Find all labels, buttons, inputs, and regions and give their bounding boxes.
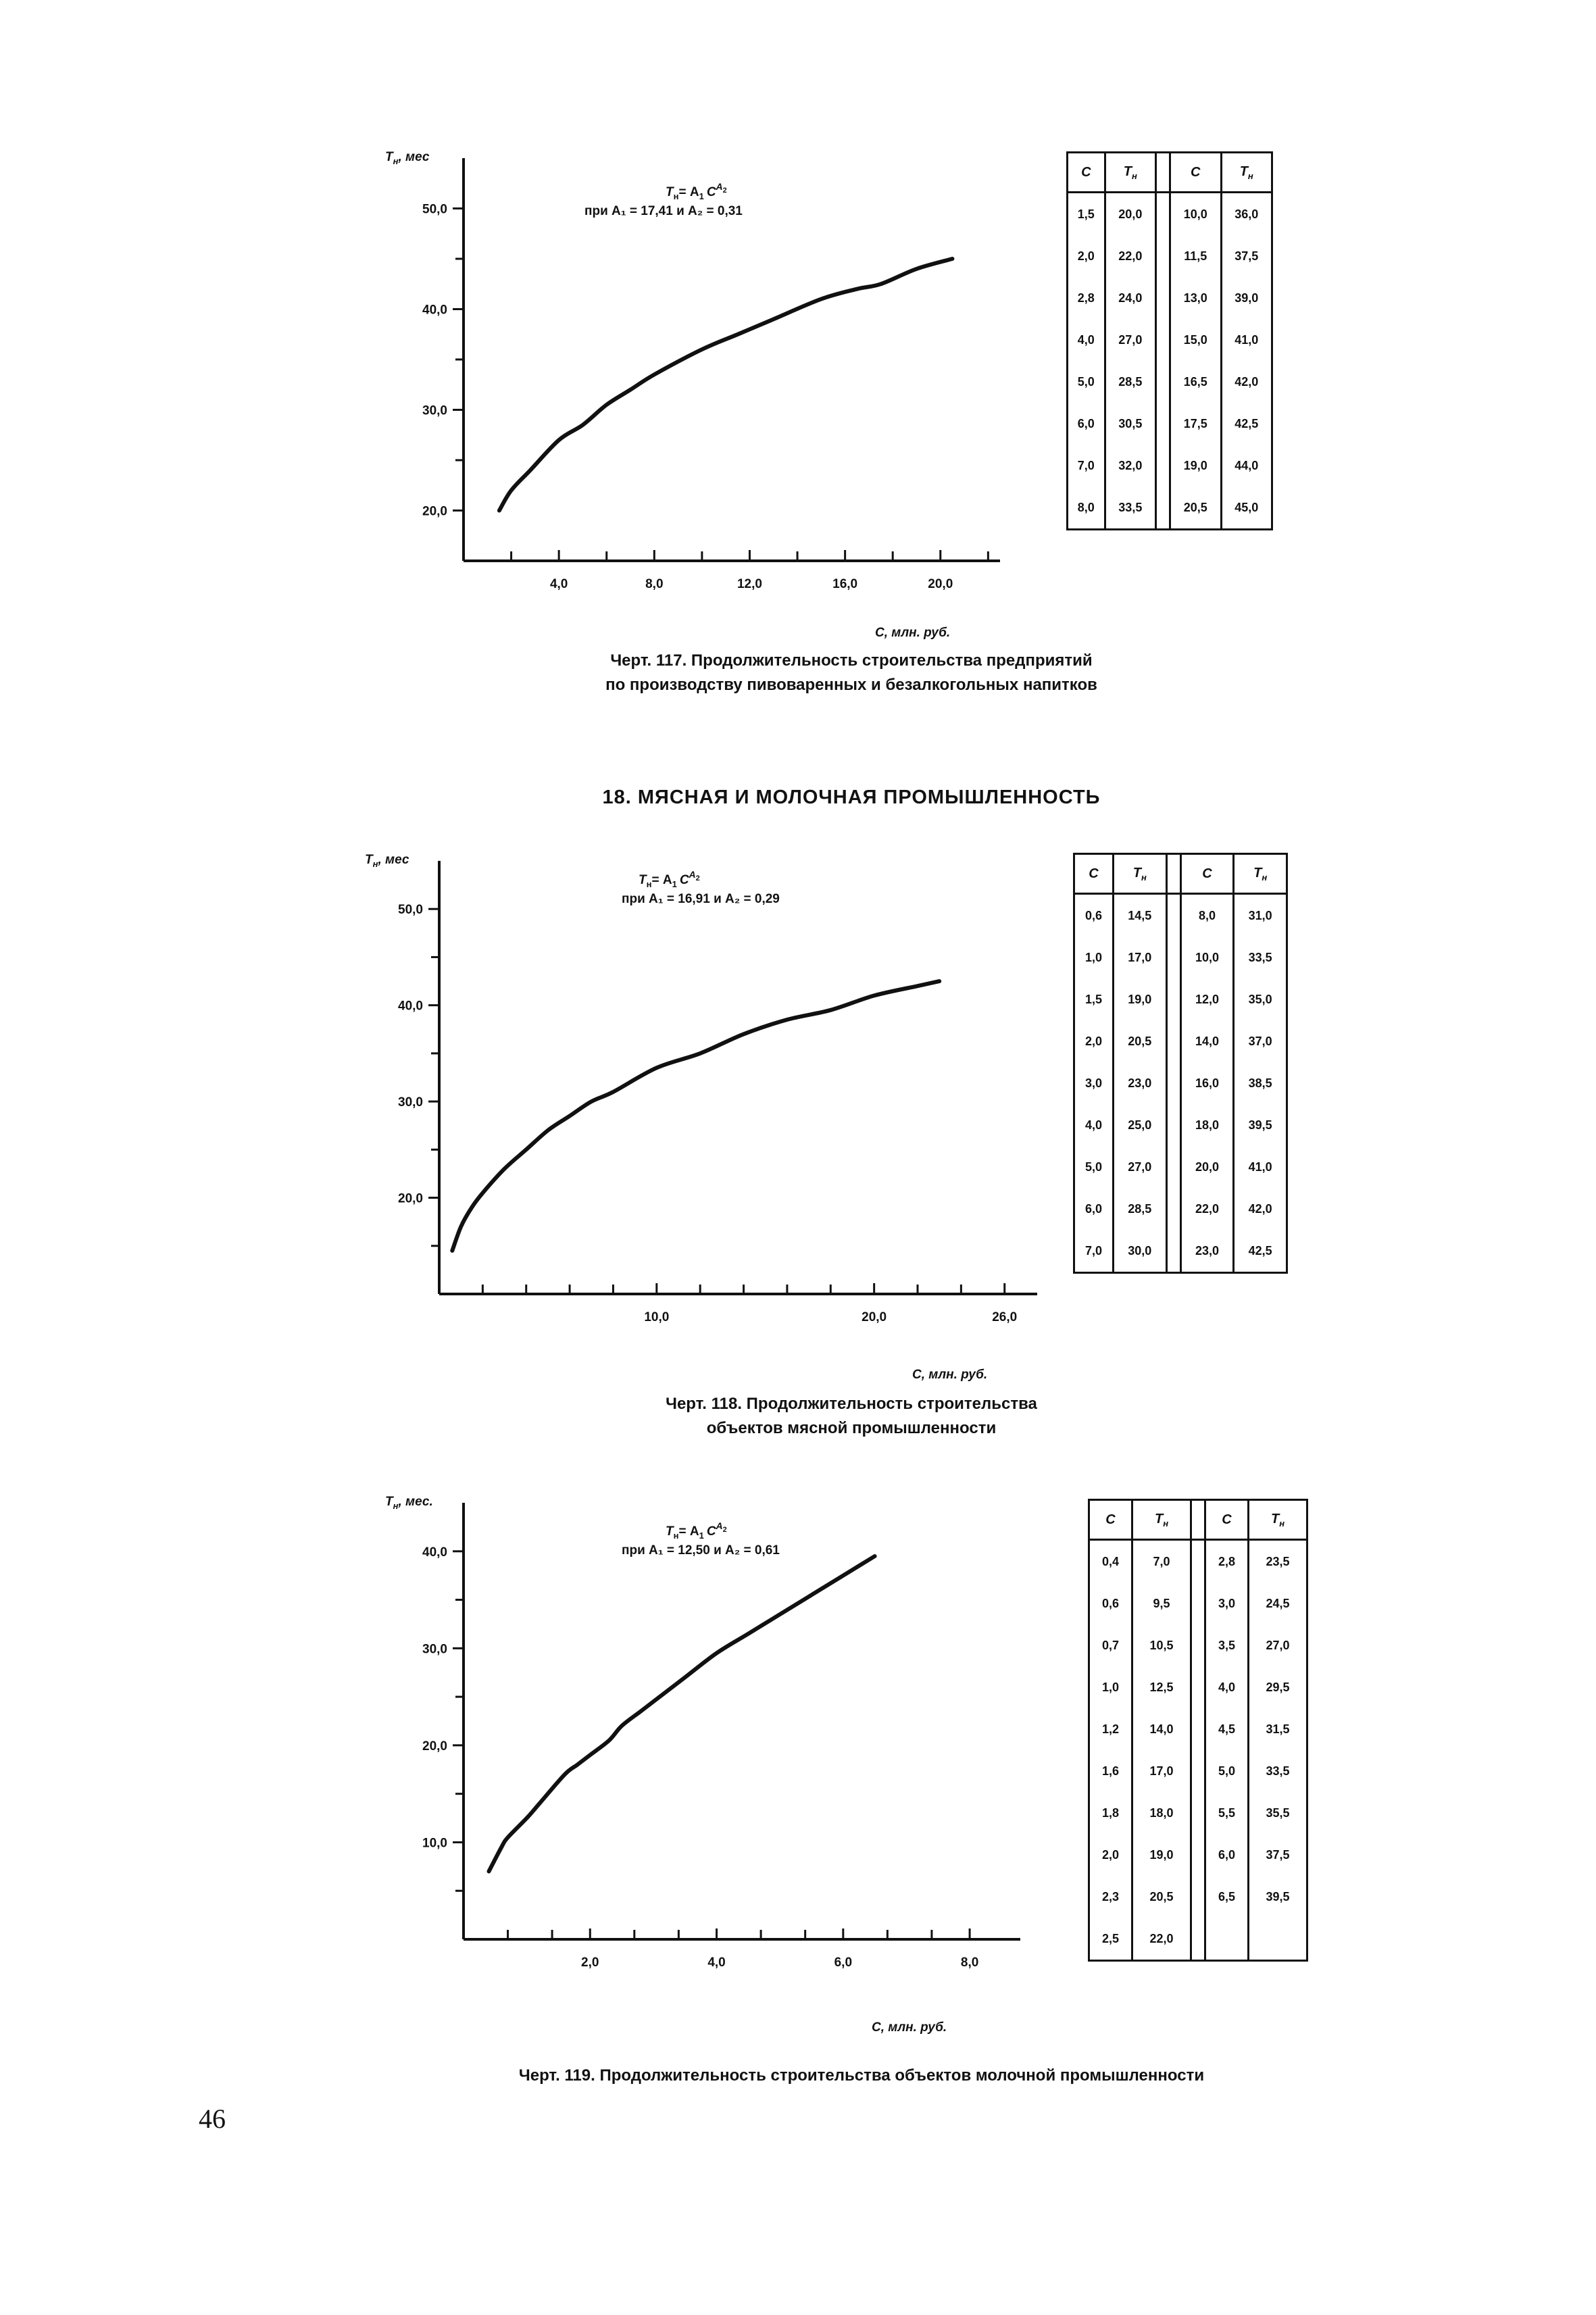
table-cell: 29,5 xyxy=(1249,1666,1307,1708)
table-header-cell xyxy=(1205,1500,1248,1540)
table-row xyxy=(1089,1708,1307,1750)
table-header-text: Т xyxy=(1154,1511,1164,1526)
table-gap xyxy=(1191,1540,1205,1583)
table-header-subscript: н xyxy=(1279,1518,1285,1528)
table-row xyxy=(1068,319,1272,361)
table-cell: 14,0 xyxy=(1132,1708,1191,1750)
table-cell: 18,0 xyxy=(1132,1792,1191,1834)
table-cell: 28,5 xyxy=(1113,1188,1166,1230)
table-cell: 41,0 xyxy=(1221,319,1272,361)
table-header-cell xyxy=(1068,153,1105,193)
table-cell: 0,7 xyxy=(1089,1624,1132,1666)
y-tick-label: 40,0 xyxy=(398,999,423,1014)
table-row xyxy=(1068,487,1272,530)
y-tick-label: 50,0 xyxy=(422,202,447,217)
table-gap xyxy=(1156,319,1170,361)
table-cell: 14,0 xyxy=(1180,1020,1234,1062)
table-gap xyxy=(1191,1834,1205,1876)
y-tick-label: 30,0 xyxy=(398,1095,423,1110)
x-tick-label: 2,0 xyxy=(581,1956,599,1970)
table-row xyxy=(1068,193,1272,236)
table-gap xyxy=(1156,193,1170,236)
table-gap xyxy=(1156,235,1170,277)
table-row xyxy=(1089,1666,1307,1708)
y-tick-label: 40,0 xyxy=(422,303,447,318)
chart-117-formula-params: при A₁ = 17,41 и A₂ = 0,31 xyxy=(584,204,743,218)
table-cell: 3,0 xyxy=(1205,1583,1248,1624)
table-cell: 5,5 xyxy=(1205,1792,1248,1834)
table-gap xyxy=(1166,1062,1180,1104)
x-tick-label: 8,0 xyxy=(960,1956,979,1970)
chart-118-formula: $Т_н= A_1$ $C^A_2$ xyxy=(639,869,700,889)
chart-118-caption-line1: Черт. 118. Продолжительность строительства xyxy=(666,1395,1037,1413)
table-cell: 25,0 xyxy=(1113,1104,1166,1146)
table-cell: 42,0 xyxy=(1221,361,1272,403)
table-row xyxy=(1074,1146,1287,1188)
table-cell: 39,5 xyxy=(1234,1104,1287,1146)
chart-118-caption-line2: объектов мясной промышленности xyxy=(706,1419,997,1437)
table-cell: 5,0 xyxy=(1074,1146,1114,1188)
table-cell: 10,0 xyxy=(1180,937,1234,978)
table-cell xyxy=(1249,1918,1307,1961)
table-cell: 20,5 xyxy=(1132,1876,1191,1918)
table-cell: 2,8 xyxy=(1068,277,1105,319)
y-tick-label: 30,0 xyxy=(422,1642,447,1657)
table-gap xyxy=(1191,1918,1205,1961)
table-cell: 15,0 xyxy=(1170,319,1221,361)
table-row xyxy=(1068,403,1272,445)
chart-119-ylabel: $Т_н$, мес. xyxy=(385,1495,433,1511)
table-cell: 35,5 xyxy=(1249,1792,1307,1834)
table-cell: 33,5 xyxy=(1105,487,1155,530)
chart-118 xyxy=(338,845,1081,1399)
table-header-text: С xyxy=(1081,164,1091,180)
table-header-cell xyxy=(1170,153,1221,193)
table-gap xyxy=(1156,277,1170,319)
table-gap xyxy=(1191,1624,1205,1666)
table-gap xyxy=(1156,403,1170,445)
table-cell: 6,0 xyxy=(1205,1834,1248,1876)
table-cell: 28,5 xyxy=(1105,361,1155,403)
chart-117-marks xyxy=(499,259,953,511)
table-cell: 12,5 xyxy=(1132,1666,1191,1708)
chart-117-caption xyxy=(405,649,1297,697)
table-row xyxy=(1074,937,1287,978)
table-header-row xyxy=(1074,854,1287,894)
table-header-text: Т xyxy=(1253,865,1262,880)
table-cell: 4,0 xyxy=(1074,1104,1114,1146)
table-cell: 3,5 xyxy=(1205,1624,1248,1666)
table-cell: 6,0 xyxy=(1068,403,1105,445)
table-cell: 16,5 xyxy=(1170,361,1221,403)
table-header-row xyxy=(1089,1500,1307,1540)
table-cell: 44,0 xyxy=(1221,445,1272,487)
chart-119-marks xyxy=(489,1556,875,1872)
table-cell: 19,0 xyxy=(1170,445,1221,487)
table-cell: 1,0 xyxy=(1089,1666,1132,1708)
table-cell: 16,0 xyxy=(1180,1062,1234,1104)
x-tick-label: 20,0 xyxy=(862,1310,887,1324)
table-cell: 22,0 xyxy=(1132,1918,1191,1961)
table-cell: 2,3 xyxy=(1089,1876,1132,1918)
table-cell: 24,5 xyxy=(1249,1583,1307,1624)
x-tick-label: 6,0 xyxy=(834,1956,853,1970)
table-row xyxy=(1074,894,1287,937)
table-header-text: С xyxy=(1089,866,1099,881)
table-header-text: Т xyxy=(1270,1511,1280,1526)
table-cell: 0,6 xyxy=(1089,1583,1132,1624)
table-gap xyxy=(1156,153,1170,193)
table-header-cell xyxy=(1132,1500,1191,1540)
table-cell: 32,0 xyxy=(1105,445,1155,487)
table-cell: 6,5 xyxy=(1205,1876,1248,1918)
table-header-subscript: н xyxy=(1163,1518,1169,1528)
table-cell: 5,0 xyxy=(1205,1750,1248,1792)
table-row xyxy=(1089,1583,1307,1624)
y-tick-label: 40,0 xyxy=(422,1545,447,1560)
table-header-cell xyxy=(1234,854,1287,894)
table-cell: 45,0 xyxy=(1221,487,1272,530)
chart-119-caption xyxy=(338,2064,1385,2088)
table-cell: 19,0 xyxy=(1132,1834,1191,1876)
table-header-text: Т xyxy=(1123,164,1132,179)
table-cell: 11,5 xyxy=(1170,235,1221,277)
series-line-curve xyxy=(452,981,939,1251)
table-cell: 37,5 xyxy=(1221,235,1272,277)
table-cell: 31,0 xyxy=(1234,894,1287,937)
table-cell: 2,5 xyxy=(1089,1918,1132,1961)
chart-117 xyxy=(338,142,1081,655)
chart-118-marks xyxy=(452,981,939,1251)
chart-117-caption-line2: по производству пивоваренных и безалкогольных напитков xyxy=(605,676,1097,694)
table-cell: 1,8 xyxy=(1089,1792,1132,1834)
table-cell: 41,0 xyxy=(1234,1146,1287,1188)
table-cell: 23,5 xyxy=(1249,1540,1307,1583)
table-header-subscript: н xyxy=(1141,872,1147,882)
y-tick-label: 20,0 xyxy=(422,1739,447,1753)
table-gap xyxy=(1166,1020,1180,1062)
table-header-subscript: н xyxy=(1132,170,1137,181)
table-cell: 2,0 xyxy=(1089,1834,1132,1876)
table-row xyxy=(1068,277,1272,319)
table-row xyxy=(1074,1230,1287,1273)
chart-117-axes xyxy=(422,158,1000,591)
x-tick-label: 10,0 xyxy=(644,1310,670,1324)
table-gap xyxy=(1166,1146,1180,1188)
table-cell: 8,0 xyxy=(1180,894,1234,937)
table-cell: 30,0 xyxy=(1113,1230,1166,1273)
table-header-text: С xyxy=(1222,1512,1232,1527)
table-cell: 5,0 xyxy=(1068,361,1105,403)
chart-118-axes xyxy=(398,861,1037,1324)
y-tick-label: 50,0 xyxy=(398,903,423,918)
table-header-text: Т xyxy=(1239,164,1248,179)
table-cell: 20,5 xyxy=(1170,487,1221,530)
table-cell: 31,5 xyxy=(1249,1708,1307,1750)
table-row xyxy=(1089,1792,1307,1834)
table-cell: 4,5 xyxy=(1205,1708,1248,1750)
table-header-cell xyxy=(1221,153,1272,193)
table-cell: 10,5 xyxy=(1132,1624,1191,1666)
table-row xyxy=(1068,445,1272,487)
table-cell: 8,0 xyxy=(1068,487,1105,530)
chart-119-axes xyxy=(422,1503,1020,1970)
table-cell: 20,5 xyxy=(1113,1020,1166,1062)
chart-118-table xyxy=(1073,853,1288,1274)
table-cell: 39,5 xyxy=(1249,1876,1307,1918)
y-tick-label: 10,0 xyxy=(422,1836,447,1851)
x-tick-label: 8,0 xyxy=(645,577,664,591)
table-gap xyxy=(1191,1750,1205,1792)
table-row xyxy=(1089,1540,1307,1583)
chart-118-formula-params: при A₁ = 16,91 и A₂ = 0,29 xyxy=(622,892,780,906)
table-row xyxy=(1089,1918,1307,1961)
table-cell: 42,5 xyxy=(1221,403,1272,445)
chart-117-caption-line1: Черт. 117. Продолжительность строительства предприятий xyxy=(610,651,1093,670)
table-cell: 12,0 xyxy=(1180,978,1234,1020)
table-header-subscript: н xyxy=(1262,872,1268,882)
table-cell: 17,0 xyxy=(1132,1750,1191,1792)
series-line-curve xyxy=(489,1556,875,1872)
table-row xyxy=(1089,1834,1307,1876)
table-cell: 24,0 xyxy=(1105,277,1155,319)
table-cell: 4,0 xyxy=(1205,1666,1248,1708)
table-header-subscript: н xyxy=(1247,170,1253,181)
table-cell: 2,0 xyxy=(1074,1020,1114,1062)
table-header-row xyxy=(1068,153,1272,193)
table-cell: 1,0 xyxy=(1074,937,1114,978)
table-cell: 23,0 xyxy=(1180,1230,1234,1273)
table-cell: 2,8 xyxy=(1205,1540,1248,1583)
section-title: 18. МЯСНАЯ И МОЛОЧНАЯ ПРОМЫШЛЕННОСТЬ xyxy=(602,787,1101,808)
chart-118-caption xyxy=(405,1392,1297,1441)
table-cell: 18,0 xyxy=(1180,1104,1234,1146)
chart-117-formula: $Т_н= A_1$ $C^A_2$ xyxy=(666,181,727,201)
table-cell: 1,6 xyxy=(1089,1750,1132,1792)
y-tick-label: 30,0 xyxy=(422,403,447,418)
chart-119 xyxy=(338,1487,1081,2054)
table-cell: 13,0 xyxy=(1170,277,1221,319)
x-tick-label: 16,0 xyxy=(832,577,858,591)
table-cell: 7,0 xyxy=(1132,1540,1191,1583)
chart-119-formula-params: при A₁ = 12,50 и A₂ = 0,61 xyxy=(622,1543,780,1558)
table-cell: 39,0 xyxy=(1221,277,1272,319)
table-cell: 38,5 xyxy=(1234,1062,1287,1104)
table-gap xyxy=(1166,978,1180,1020)
table-cell: 4,0 xyxy=(1068,319,1105,361)
table-header-cell xyxy=(1089,1500,1132,1540)
table-cell: 6,0 xyxy=(1074,1188,1114,1230)
table-cell: 9,5 xyxy=(1132,1583,1191,1624)
chart-119-formula: $Т_н= A_1$ $C^A_2$ xyxy=(666,1520,727,1541)
y-tick-label: 20,0 xyxy=(398,1191,423,1206)
table-row xyxy=(1074,1062,1287,1104)
table-cell: 22,0 xyxy=(1105,235,1155,277)
chart-118-xlabel: С, млн. руб. xyxy=(912,1368,988,1382)
table-gap xyxy=(1191,1876,1205,1918)
series-line-curve xyxy=(499,259,953,511)
table-cell: 23,0 xyxy=(1113,1062,1166,1104)
table-cell: 0,6 xyxy=(1074,894,1114,937)
table-gap xyxy=(1191,1666,1205,1708)
table-cell: 19,0 xyxy=(1113,978,1166,1020)
table-gap xyxy=(1191,1708,1205,1750)
table-row xyxy=(1074,1188,1287,1230)
table-gap xyxy=(1156,445,1170,487)
chart-117-xlabel: С, млн. руб. xyxy=(875,626,951,640)
table-cell: 37,5 xyxy=(1249,1834,1307,1876)
table-gap xyxy=(1156,487,1170,530)
y-tick-label: 20,0 xyxy=(422,504,447,519)
chart-118-ylabel: $Т_н$, мес xyxy=(365,853,409,869)
chart-119-xlabel: С, млн. руб. xyxy=(872,2020,947,2035)
table-cell: 37,0 xyxy=(1234,1020,1287,1062)
table-cell: 1,2 xyxy=(1089,1708,1132,1750)
table-cell: 20,0 xyxy=(1105,193,1155,236)
table-cell: 42,0 xyxy=(1234,1188,1287,1230)
table-cell: 30,5 xyxy=(1105,403,1155,445)
table-cell: 2,0 xyxy=(1068,235,1105,277)
table-gap xyxy=(1166,1188,1180,1230)
table-cell: 1,5 xyxy=(1074,978,1114,1020)
table-cell: 33,5 xyxy=(1234,937,1287,978)
table-cell xyxy=(1205,1918,1248,1961)
table-row xyxy=(1068,235,1272,277)
table-cell: 1,5 xyxy=(1068,193,1105,236)
chart-117-ylabel: $Т_н$, мес xyxy=(385,150,430,166)
table-row xyxy=(1074,1104,1287,1146)
table-cell: 3,0 xyxy=(1074,1062,1114,1104)
table-gap xyxy=(1191,1792,1205,1834)
table-header-text: С xyxy=(1191,164,1201,180)
x-tick-label: 4,0 xyxy=(707,1956,726,1970)
table-gap xyxy=(1166,854,1180,894)
table-cell: 14,5 xyxy=(1113,894,1166,937)
table-header-text: С xyxy=(1202,866,1212,881)
table-cell: 17,0 xyxy=(1113,937,1166,978)
chart-119-caption-line1: Черт. 119. Продолжительность строительства объектов молочной промышленности xyxy=(518,2066,1205,2085)
table-header-text: С xyxy=(1105,1512,1116,1527)
table-cell: 35,0 xyxy=(1234,978,1287,1020)
chart-117-table xyxy=(1066,151,1273,530)
table-gap xyxy=(1191,1583,1205,1624)
table-header-cell xyxy=(1105,153,1155,193)
table-cell: 17,5 xyxy=(1170,403,1221,445)
page-number: 46 xyxy=(199,2104,226,2134)
table-cell: 33,5 xyxy=(1249,1750,1307,1792)
table-cell: 36,0 xyxy=(1221,193,1272,236)
table-gap xyxy=(1156,361,1170,403)
table-cell: 7,0 xyxy=(1074,1230,1114,1273)
table-cell: 27,0 xyxy=(1113,1146,1166,1188)
table-header-cell xyxy=(1180,854,1234,894)
table-gap xyxy=(1166,937,1180,978)
table-header-cell xyxy=(1113,854,1166,894)
table-row xyxy=(1068,361,1272,403)
table-gap xyxy=(1166,894,1180,937)
table-header-cell xyxy=(1074,854,1114,894)
table-row xyxy=(1089,1750,1307,1792)
table-row xyxy=(1074,978,1287,1020)
table-cell: 10,0 xyxy=(1170,193,1221,236)
x-tick-label: 20,0 xyxy=(928,577,953,591)
table-cell: 0,4 xyxy=(1089,1540,1132,1583)
table-cell: 20,0 xyxy=(1180,1146,1234,1188)
table-cell: 22,0 xyxy=(1180,1188,1234,1230)
chart-119-table xyxy=(1088,1499,1308,1962)
table-cell: 42,5 xyxy=(1234,1230,1287,1273)
table-gap xyxy=(1166,1230,1180,1273)
table-cell: 7,0 xyxy=(1068,445,1105,487)
x-tick-label: 4,0 xyxy=(549,577,568,591)
table-gap xyxy=(1166,1104,1180,1146)
table-cell: 27,0 xyxy=(1105,319,1155,361)
table-row xyxy=(1074,1020,1287,1062)
table-gap xyxy=(1191,1500,1205,1540)
table-header-cell xyxy=(1249,1500,1307,1540)
x-tick-label: 12,0 xyxy=(737,577,762,591)
x-tick-label: 26,0 xyxy=(992,1310,1018,1324)
table-header-text: Т xyxy=(1132,865,1141,880)
table-row xyxy=(1089,1624,1307,1666)
table-row xyxy=(1089,1876,1307,1918)
table-cell: 27,0 xyxy=(1249,1624,1307,1666)
